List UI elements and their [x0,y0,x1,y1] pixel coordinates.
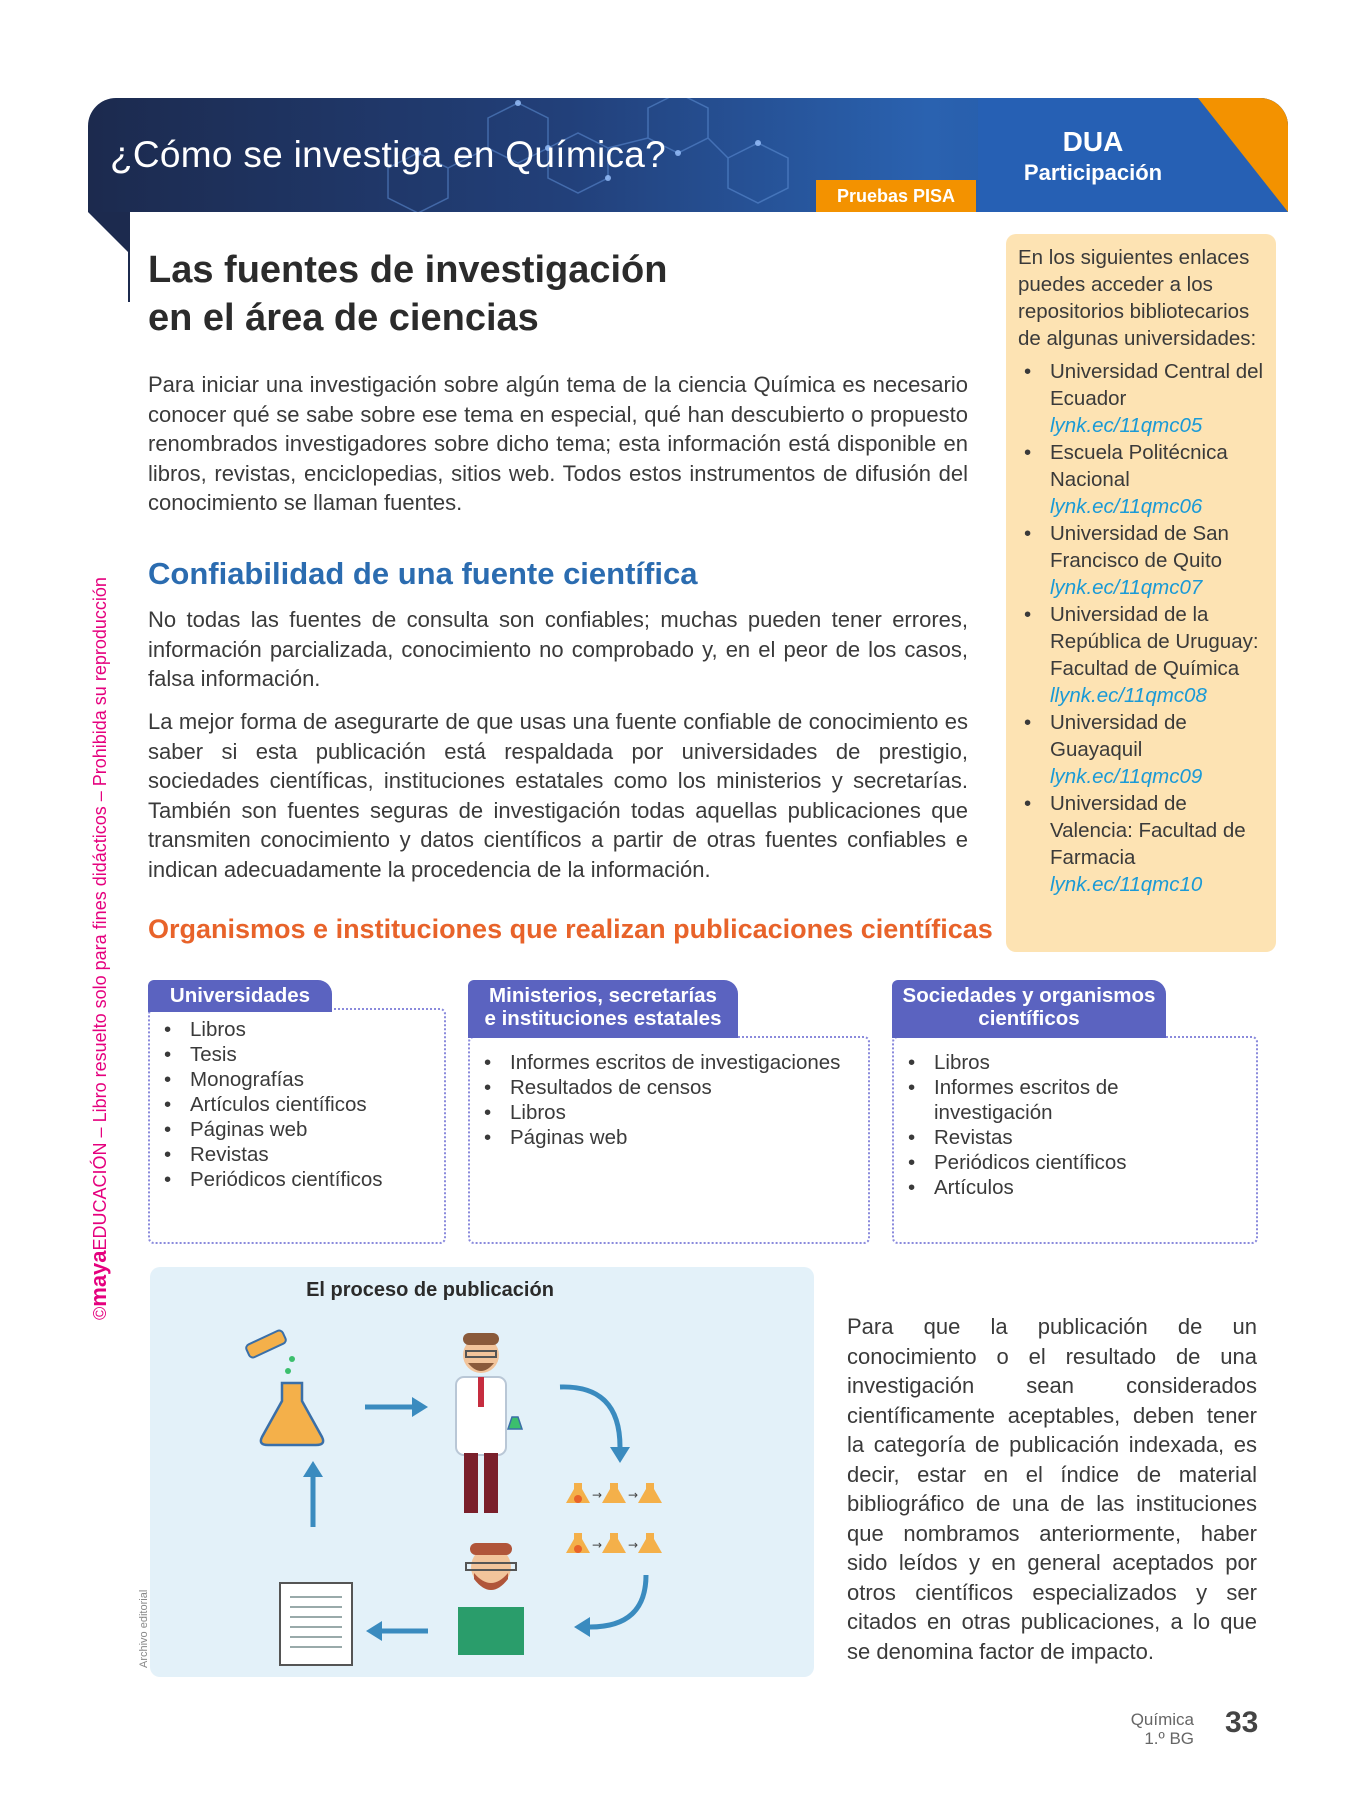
intro-paragraph: Para iniciar una investigación sobre algún tema de la ciencia Química es necesario conocer qué se sabe sobre ese tema en especial, qué han descubierto o propuesto renombrados investigadores sobre dicho tema; esta información está disponible en libros, revistas, enciclopedias, sitios web. Todos estos instrumentos de difusión del conocimiento se llaman fuentes. [148,372,968,515]
repository-link[interactable]: lynk.ec/11qmc07 [1050,576,1203,599]
ministries-tab-line2: e instituciones estatales [484,1007,722,1030]
societies-list [900,1050,1160,1200]
university-name: Universidad de San Francisco de Quito [1050,522,1229,572]
university-name: Universidad Central del Ecuador [1050,360,1264,410]
dua-subtitle: Participación [1023,160,1163,185]
list-item: • Páginas web [476,1125,840,1150]
list-item [1018,439,1264,520]
publication-process-figure [150,1267,814,1677]
reviewer-icon [458,1543,524,1655]
ministries-list [476,1050,840,1150]
repository-link[interactable]: lynk.ec/11qmc10 [1050,873,1203,896]
header-banner [88,98,1288,212]
list-item: • Periódicos científicos [900,1150,1160,1175]
list-item: • Libros [900,1050,1160,1075]
list-item: • Tesis [156,1042,383,1067]
societies-tab [892,980,1166,1038]
arrow-left-icon [366,1621,428,1641]
svg-text:→: → [592,1488,603,1502]
arrow-right-icon [365,1397,428,1417]
grade-label: 1.º BG [1144,1729,1194,1748]
universities-tab: Universidades [148,980,332,1012]
document-icon [280,1583,352,1665]
repository-link[interactable]: lynk.ec/11qmc05 [1050,414,1203,437]
university-name: Universidad de la República de Uruguay: Facultad de Química [1050,603,1259,680]
list-item: • Páginas web [156,1117,383,1142]
copyright-side-text [86,577,112,1320]
indexing-paragraph: Para que la publicación de un conocimiento o el resultado de una investigación sean considerados científicamente aceptables, deben tener la categoría de publicación indexada, es decir, estar en el índice de material bibliográfico de una de las instituciones que nombramos anteriormente, haber sido leídos y en general aceptados por otros científicos especializados y ser citados en otras publicaciones, a lo que se denomina factor de impacto. [847,1314,1257,1664]
pisa-tab: Pruebas PISA [816,180,976,212]
repository-link[interactable]: lynk.ec/11qmc09 [1050,765,1203,788]
list-item [1018,601,1264,709]
flask-icon [245,1329,323,1445]
list-item: • Artículos científicos [156,1092,383,1117]
reliability-paragraph-2: La mejor forma de asegurarte de que usas una fuente confiable de conocimiento es saber si esta publicación está respaldada por universidades de prestigio, sociedades científicas, instituciones estatales como los ministerios y secretarías. También son fuentes seguras de investigación todas aquellas publicaciones que transmiten conocimiento y datos científicos a partir de otras fuentes confiables e indican adecuadamente la procedencia de la información. [148,709,968,882]
arrow-curve-left-icon [574,1575,646,1637]
list-item: • Resultados de censos [476,1075,840,1100]
list-item: • Informes escritos de investigación [900,1075,1160,1125]
university-name: Universidad de Valencia: Facultad de Farmacia [1050,792,1246,869]
svg-text:→: → [592,1538,603,1552]
arrow-up-icon [303,1461,323,1527]
copyright-text: EDUCACIÓN – Libro resuelto solo para fines didácticos – Prohibida su reproducción [90,577,110,1251]
list-item: • Revistas [900,1125,1160,1150]
list-item: • Artículos [900,1175,1160,1200]
list-item: • Monografías [156,1067,383,1092]
societies-tab-line1: Sociedades y organismos [902,984,1156,1007]
list-item: • Libros [476,1100,840,1125]
figure-title: El proceso de publicación [306,1279,554,1301]
university-link-list [1018,358,1264,898]
dua-panel-intro: En los siguientes enlaces puedes acceder a los repositorios bibliotecarios de algunas universidades: [1018,246,1257,350]
organisms-heading: Organismos e instituciones que realizan publicaciones científicas [148,914,993,944]
process-illustration [150,1267,814,1677]
list-item [1018,358,1264,439]
list-item: • Libros [156,1017,383,1042]
page-number: 33 [1225,1706,1259,1739]
svg-text:→: → [628,1488,639,1502]
societies-tab-line2: científicos [978,1007,1080,1030]
reliability-paragraph-1: No todas las fuentes de consulta son confiables; muchas pueden tener errores, información parcializada, conocimiento no comprobado y, en el peor de los casos, falsa información. [148,607,968,691]
section-title: Las fuentes de investigación en el área de ciencias [148,249,668,339]
copyright-symbol: © [90,1306,110,1320]
svg-text:→: → [628,1538,639,1552]
university-name: Universidad de Guayaquil [1050,711,1187,761]
image-credit: Archivo editorial [138,1589,150,1668]
scientist-icon [456,1333,522,1513]
list-item [1018,520,1264,601]
orange-corner-decoration [1198,98,1288,212]
ministries-tab [468,980,738,1038]
page-title: ¿Cómo se investiga en Química? [110,134,667,175]
reliability-heading: Confiabilidad de una fuente científica [148,556,698,591]
brand-logo: maya [86,1250,111,1307]
list-item: • Informes escritos de investigaciones [476,1050,840,1075]
repository-link[interactable]: llynk.ec/11qmc08 [1050,684,1207,707]
list-item: • Revistas [156,1142,383,1167]
university-name: Escuela Politécnica Nacional [1050,441,1228,491]
ministries-tab-line1: Ministerios, secretarías [489,984,717,1007]
footer-subject [1090,1710,1194,1748]
arrow-down-icon [560,1387,630,1463]
dua-header [978,98,1288,212]
repository-link[interactable]: lynk.ec/11qmc06 [1050,495,1203,518]
list-item: • Periódicos científicos [156,1167,383,1192]
dua-title: DUA [1062,126,1124,157]
dua-links-panel [1006,234,1276,952]
experiment-icon [566,1483,662,1553]
universities-list [156,1017,383,1192]
title-rule [128,212,130,302]
list-item [1018,709,1264,790]
list-item [1018,790,1264,898]
banner-fold [88,212,128,252]
subject-label: Química [1130,1710,1194,1729]
